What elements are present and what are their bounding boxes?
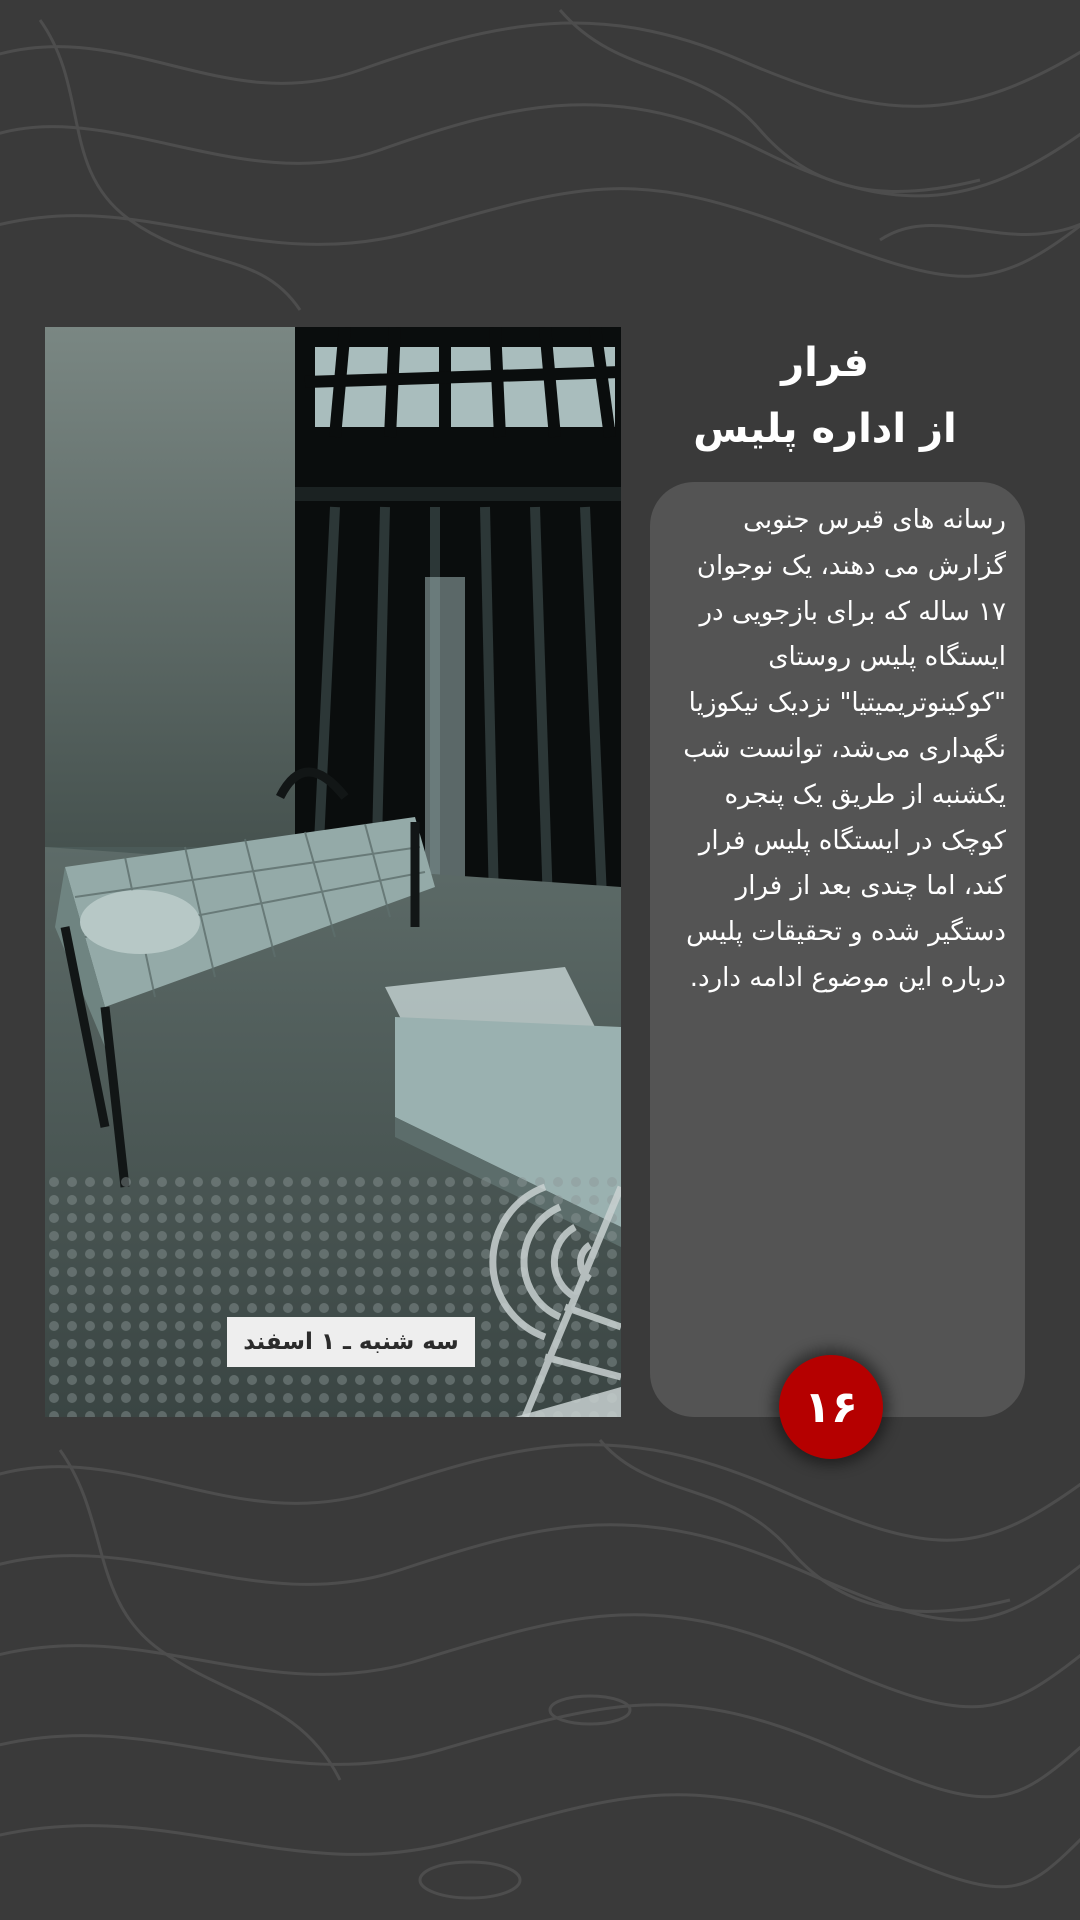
title-line-2: از اداره پلیس: [693, 406, 957, 452]
article-photo: [45, 327, 621, 1417]
date-badge: سه شنبه ـ ۱ اسفند: [227, 1317, 475, 1367]
prison-cell-photo: [45, 327, 621, 1417]
title-line-1: فرار: [781, 340, 869, 386]
page-number-badge: ۱۶: [779, 1355, 883, 1459]
article-title: [650, 330, 1000, 462]
article-body: رسانه های قبرس جنوبی گزارش می دهند، یک نوجوان ۱۷ ساله که برای بازجویی در ایستگاه پلیس روستای "کوکینوتریمیتیا" نزدیک نیکوزیا نگهداری می‌شد، توانست شب یکشنبه از طریق یک پنجره کوچک در ایستگاه پلیس فرار کند، اما چندی بعد از فرار دستگیر شده و تحقیقات پلیس درباره این موضوع ادامه دارد.: [683, 505, 1006, 993]
